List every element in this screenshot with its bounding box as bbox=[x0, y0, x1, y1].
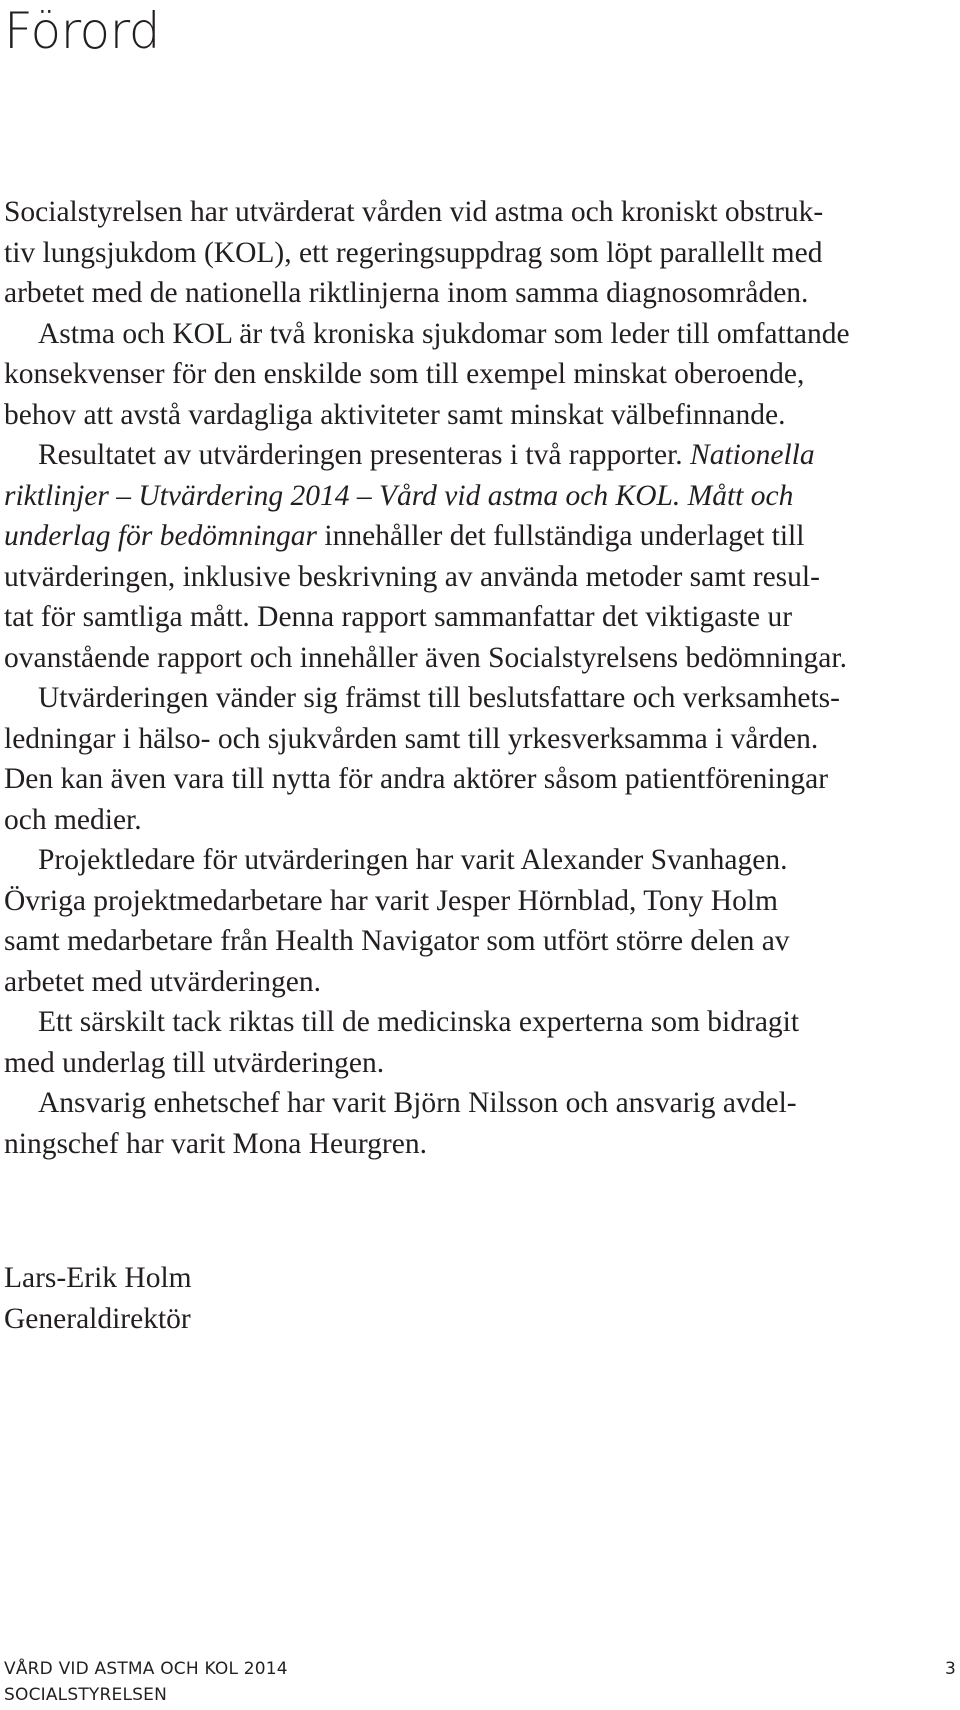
text-line bbox=[4, 273, 956, 314]
text-segment: Den kan även vara till nytta för andra aktörer såsom patientföreningar bbox=[4, 763, 829, 795]
text-segment: Ett särskilt tack riktas till de medicinska experterna som bidragit bbox=[38, 1006, 800, 1038]
text-line bbox=[4, 1124, 956, 1165]
text-line bbox=[4, 678, 956, 719]
signatory-name: Lars-Erik Holm bbox=[4, 1262, 192, 1294]
page-title: Förord bbox=[4, 2, 161, 60]
foreword-body bbox=[4, 192, 956, 1164]
text-line bbox=[4, 557, 956, 598]
page-number: 3 bbox=[944, 1659, 956, 1679]
paragraph bbox=[4, 1083, 956, 1164]
text-segment: Ansvarig enhetschef har varit Björn Nilsson och ansvarig avdel- bbox=[38, 1087, 797, 1119]
paragraph bbox=[4, 1002, 956, 1083]
text-segment: tiv lungsjukdom (KOL), ett regeringsuppdrag som löpt parallellt med bbox=[4, 236, 823, 269]
text-segment: arbetet med de nationella riktlinjerna inom samma diagnosområden. bbox=[4, 277, 809, 309]
text-line bbox=[4, 516, 956, 557]
text-line bbox=[4, 759, 956, 800]
text-line bbox=[4, 1002, 956, 1043]
text-line bbox=[4, 354, 956, 395]
page-footer bbox=[4, 1656, 956, 1708]
paragraph bbox=[4, 314, 956, 436]
text-segment: och medier. bbox=[4, 803, 142, 836]
text-segment: ledningar i hälso- och sjukvården samt till yrkesverksamma i vården. bbox=[4, 722, 819, 755]
text-segment: tat för samtliga mått. Denna rapport sammanfattar det viktigaste ur bbox=[4, 601, 793, 633]
text-line bbox=[4, 638, 956, 679]
text-segment: arbetet med utvärderingen. bbox=[4, 965, 321, 998]
text-segment: innehåller det fullständiga underlaget till bbox=[317, 520, 805, 552]
text-segment: Resultatet av utvärderingen presenteras i två rapporter. bbox=[38, 439, 691, 471]
text-segment: behov att avstå vardagliga aktiviteter samt minskat välbefinnande. bbox=[4, 398, 786, 431]
text-line bbox=[4, 800, 956, 841]
text-segment: utvärderingen, inklusive beskrivning av använda metoder samt resul- bbox=[4, 560, 820, 593]
footer-publisher: SOCIALSTYRELSEN bbox=[4, 1685, 167, 1705]
signatory-title: Generaldirektör bbox=[4, 1302, 191, 1335]
paragraph bbox=[4, 435, 956, 678]
text-segment: samt medarbetare från Health Navigator som utfört större delen av bbox=[4, 925, 790, 957]
text-segment: Socialstyrelsen har utvärderat vården vid astma och kroniskt obstruk- bbox=[4, 196, 824, 228]
text-line bbox=[4, 962, 956, 1003]
text-line bbox=[4, 192, 956, 233]
text-segment: Projektledare för utvärderingen har varit Alexander Svanhagen. bbox=[38, 844, 788, 876]
text-line bbox=[4, 395, 956, 436]
text-line bbox=[4, 233, 956, 274]
text-line bbox=[4, 881, 956, 922]
text-segment: ningschef har varit Mona Heurgren. bbox=[4, 1127, 427, 1160]
text-segment: Astma och KOL är två kroniska sjukdomar som leder till omfattande bbox=[38, 317, 850, 350]
paragraph bbox=[4, 678, 956, 840]
text-line bbox=[4, 1043, 956, 1084]
signature-block bbox=[4, 1258, 192, 1339]
text-segment: konsekvenser för den enskilde som till exempel minskat oberoende, bbox=[4, 358, 805, 390]
paragraph bbox=[4, 840, 956, 1002]
text-segment: med underlag till utvärderingen. bbox=[4, 1046, 385, 1079]
text-line bbox=[4, 476, 956, 517]
paragraph bbox=[4, 192, 956, 314]
text-line bbox=[4, 719, 956, 760]
italic-text: Nationella bbox=[690, 439, 815, 471]
italic-text: riktlinjer – Utvärdering 2014 – Vård vid astma och KOL. Mått och bbox=[4, 479, 794, 512]
text-segment: Utvärderingen vänder sig främst till beslutsfattare och verksamhets- bbox=[38, 682, 840, 714]
text-line bbox=[4, 1083, 956, 1124]
text-line bbox=[4, 597, 956, 638]
text-line bbox=[4, 840, 956, 881]
footer-publication-title: VÅRD VID ASTMA OCH KOL 2014 bbox=[4, 1659, 288, 1679]
text-line bbox=[4, 435, 956, 476]
text-line bbox=[4, 921, 956, 962]
text-segment: ovanstående rapport och innehåller även Socialstyrelsens bedömningar. bbox=[4, 641, 847, 674]
italic-text: underlag för bedömningar bbox=[4, 520, 318, 552]
text-line bbox=[4, 314, 956, 355]
text-segment: Övriga projektmedarbetare har varit Jesper Hörnblad, Tony Holm bbox=[4, 884, 778, 917]
